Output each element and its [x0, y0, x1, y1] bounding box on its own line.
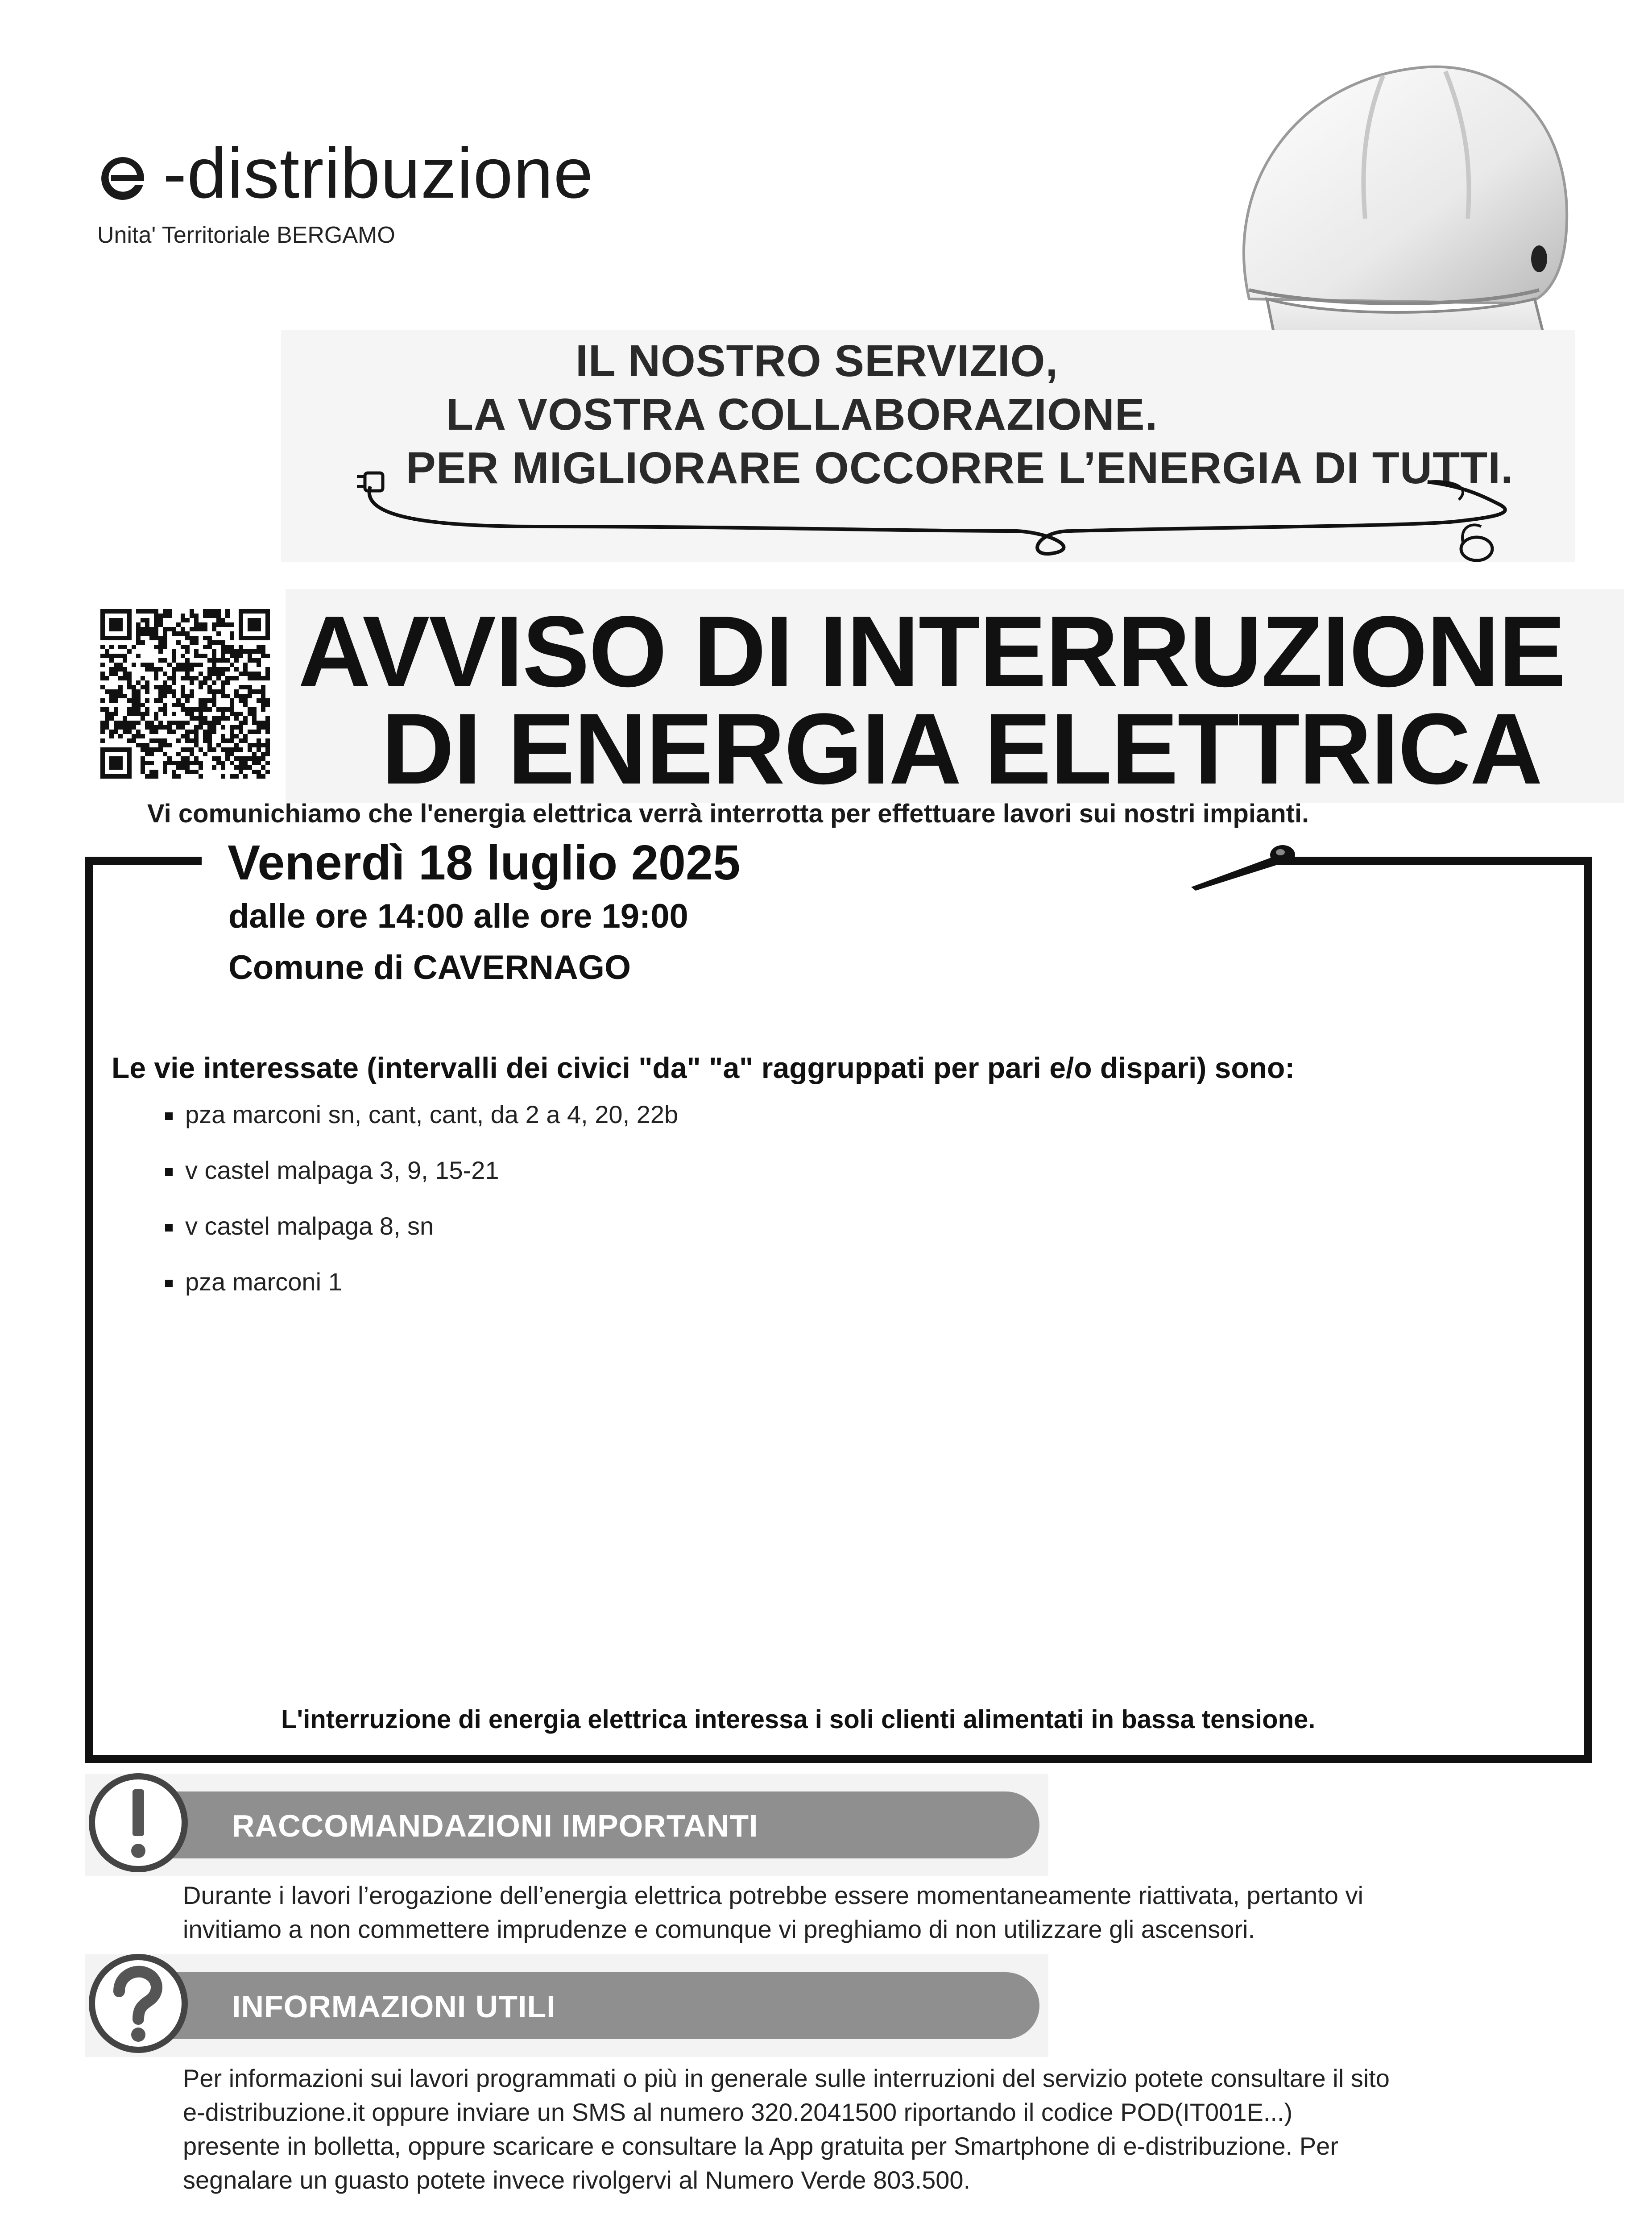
interruption-hours: dalle ore 14:00 alle ore 19:00 — [228, 897, 688, 935]
e-logo-icon — [96, 152, 149, 205]
streets-list — [165, 1100, 678, 1323]
pointer-icon — [1187, 842, 1307, 892]
list-item — [165, 1156, 678, 1211]
recommendations-title: RACCOMANDAZIONI IMPORTANTI — [232, 1808, 758, 1843]
text-line: invitiamo a non commettere imprudenze e comunque vi preghiamo di non utilizzare gli ascensori. — [183, 1915, 1255, 1943]
qr-code[interactable] — [100, 609, 270, 779]
info-title: INFORMAZIONI UTILI — [232, 1989, 556, 2024]
frame-top-left — [85, 857, 202, 865]
logo-text: -distribuzione — [163, 133, 594, 213]
intro-text: Vi comunichiamo che l'energia elettrica verrà interrotta per effettuare lavori sui nostri impianti. — [147, 799, 1309, 828]
bullet-icon — [165, 1224, 173, 1232]
list-item — [165, 1267, 678, 1323]
street-text: pza marconi 1 — [185, 1268, 342, 1296]
list-item — [165, 1211, 678, 1267]
interruption-date: Venerdì 18 luglio 2025 — [228, 835, 741, 890]
notice-title-line-2: DI ENERGIA ELETTRICA — [381, 692, 1542, 805]
list-item — [165, 1100, 678, 1156]
street-text: v castel malpaga 3, 9, 15-21 — [185, 1156, 499, 1184]
exclamation-icon — [87, 1771, 190, 1874]
street-text: v castel malpaga 8, sn — [185, 1212, 434, 1240]
low-voltage-note: L'interruzione di energia elettrica interessa i soli clienti alimentati in bassa tensione. — [281, 1705, 1316, 1734]
slogan-line-1: IL NOSTRO SERVIZIO, — [576, 336, 1059, 386]
text-line: presente in bolletta, oppure scaricare e consultare la App gratuita per Smartphone di e-distribuzione. Per — [183, 2132, 1338, 2160]
slogan-line-3: PER MIGLIORARE OCCORRE L’ENERGIA DI TUTTI. — [406, 443, 1514, 493]
bullet-icon — [165, 1112, 173, 1120]
text-line: e-distribuzione.it oppure inviare un SMS al numero 320.2041500 riportando il codice POD(IT001E...) — [183, 2098, 1293, 2126]
slogan-line-2: LA VOSTRA COLLABORAZIONE. — [446, 390, 1158, 440]
notice-title-line-1: AVVISO DI INTERRUZIONE — [298, 595, 1565, 708]
bullet-icon — [165, 1280, 173, 1287]
street-text: pza marconi sn, cant, cant, da 2 a 4, 20, 22b — [185, 1100, 679, 1128]
frame-top-right — [1272, 857, 1584, 865]
power-cable-icon — [357, 460, 1530, 576]
municipality: Comune di CAVERNAGO — [228, 949, 631, 987]
brand-logo — [96, 134, 676, 223]
text-line: Durante i lavori l’erogazione dell’energia elettrica potrebbe essere momentaneamente riattivata, pertanto vi — [183, 1881, 1363, 1909]
recommendations-text — [183, 1879, 1363, 1946]
text-line: Per informazioni sui lavori programmati o più in generale sulle interruzioni del servizio potete consultare il sito — [183, 2064, 1390, 2092]
text-line: segnalare un guasto potete invece rivolgervi al Numero Verde 803.500. — [183, 2166, 971, 2194]
info-text — [183, 2061, 1390, 2197]
question-icon — [87, 1952, 190, 2055]
territorial-unit: Unita' Territoriale BERGAMO — [97, 222, 395, 248]
bullet-icon — [165, 1168, 173, 1176]
streets-heading: Le vie interessate (intervalli dei civici "da" "a" raggruppati per pari e/o dispari) sono: — [112, 1051, 1295, 1084]
